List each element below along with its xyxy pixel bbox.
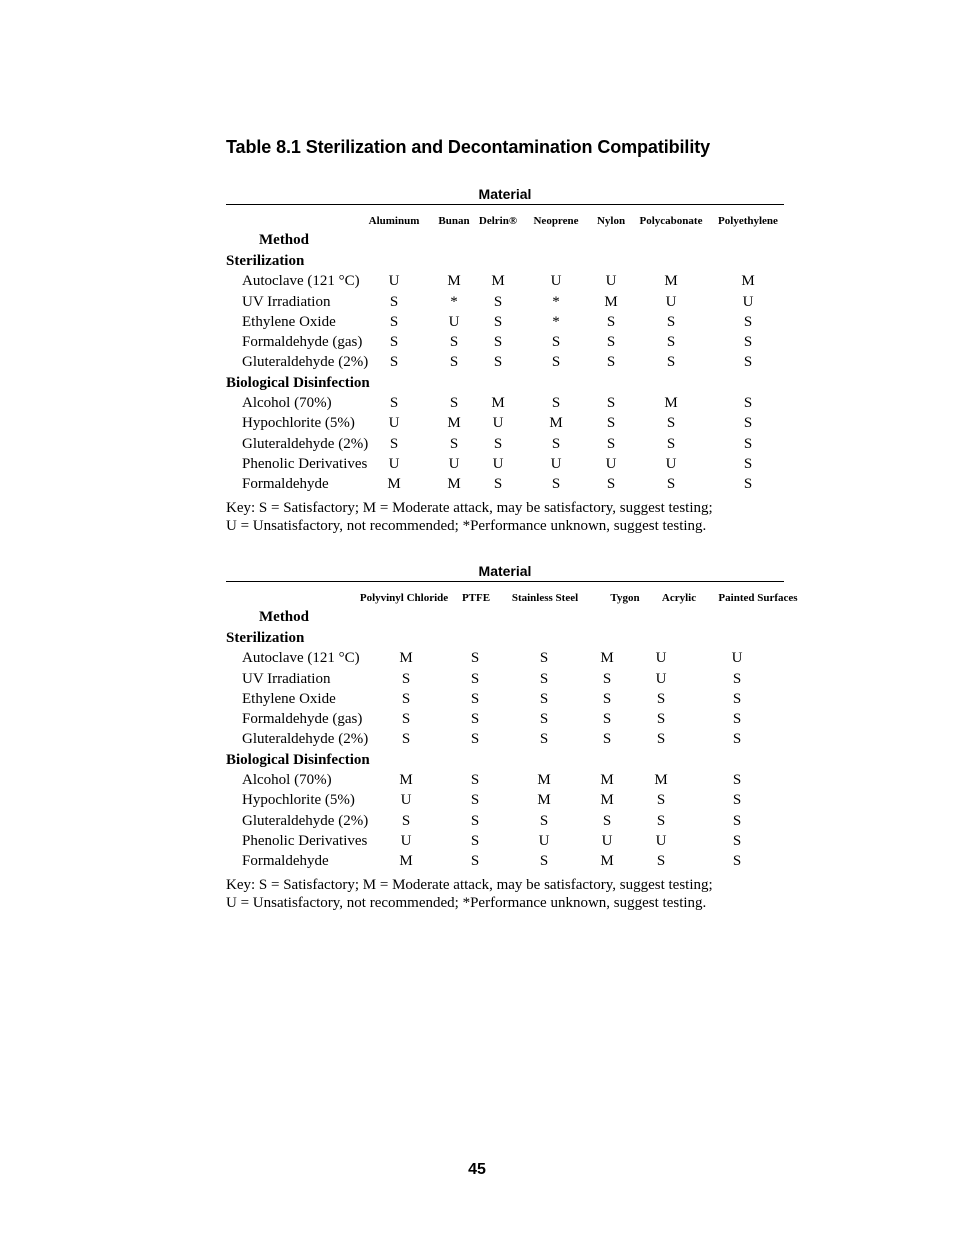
- rating-cell: S: [539, 690, 549, 707]
- rating-cell: S: [389, 334, 399, 351]
- table-row: [0, 413, 954, 433]
- rating-cell: U: [538, 832, 550, 849]
- method-label: Formaldehyde: [242, 853, 329, 870]
- table-row: [0, 271, 954, 291]
- table-row: [0, 729, 954, 749]
- rating-cell: S: [743, 455, 753, 472]
- column-header-polyvinyl-chloride: Polyvinyl Chloride: [359, 592, 449, 604]
- header-rule: [226, 581, 784, 582]
- table-row: [0, 851, 954, 871]
- rating-cell: S: [656, 731, 666, 748]
- column-header-nylon: Nylon: [596, 215, 626, 227]
- rating-cell: M: [491, 395, 505, 412]
- rating-cell: S: [551, 476, 561, 493]
- rating-cell: S: [743, 415, 753, 432]
- rating-cell: S: [389, 293, 399, 310]
- column-header-neoprene: Neoprene: [533, 215, 579, 227]
- rating-cell: S: [743, 395, 753, 412]
- table-row: [0, 434, 954, 454]
- rating-cell: S: [470, 812, 480, 829]
- rating-cell: S: [551, 354, 561, 371]
- rating-cell: M: [447, 415, 461, 432]
- section-label: Biological Disinfection: [226, 374, 370, 391]
- rating-cell: U: [550, 273, 562, 290]
- table-row: [0, 393, 954, 413]
- table-row: [0, 352, 954, 372]
- material-header: Material: [478, 563, 532, 579]
- rating-cell: S: [493, 334, 503, 351]
- table-row: [0, 831, 954, 851]
- rating-cell: S: [551, 395, 561, 412]
- rating-cell: S: [551, 435, 561, 452]
- rating-cell: M: [600, 853, 614, 870]
- rating-cell: S: [470, 792, 480, 809]
- rating-cell: S: [551, 334, 561, 351]
- method-label: Gluteraldehyde (2%): [242, 731, 369, 748]
- rating-cell: S: [539, 812, 549, 829]
- rating-cell: U: [605, 455, 617, 472]
- rating-cell: S: [493, 313, 503, 330]
- rating-cell: S: [401, 711, 411, 728]
- method-header: Method: [259, 609, 309, 625]
- rating-cell: S: [606, 334, 616, 351]
- method-label: Alcohol (70%): [242, 395, 332, 412]
- material-header: Material: [478, 186, 532, 202]
- rating-cell: S: [732, 792, 742, 809]
- rating-cell: S: [732, 711, 742, 728]
- rating-cell: S: [656, 812, 666, 829]
- column-header-painted-surfaces: Painted Surfaces: [718, 592, 798, 604]
- rating-cell: M: [537, 792, 551, 809]
- rating-cell: S: [449, 334, 459, 351]
- rating-cell: S: [401, 690, 411, 707]
- rating-cell: U: [601, 832, 613, 849]
- section-label: Sterilization: [226, 630, 305, 646]
- rating-cell: S: [656, 792, 666, 809]
- legend-key-line-2: U = Unsatisfactory, not recommended; *Performance unknown, suggest testing.: [226, 894, 707, 911]
- method-label: Formaldehyde: [242, 476, 329, 493]
- rating-cell: S: [470, 853, 480, 870]
- rating-cell: S: [539, 670, 549, 687]
- rating-cell: S: [602, 731, 612, 748]
- legend-key: [226, 500, 713, 535]
- rating-cell: S: [602, 670, 612, 687]
- column-header-bunan: Bunan: [438, 215, 470, 227]
- rating-cell: S: [606, 395, 616, 412]
- section-row: [0, 373, 954, 393]
- rating-cell: S: [389, 395, 399, 412]
- rating-cell: S: [470, 772, 480, 789]
- rating-cell: M: [604, 293, 618, 310]
- column-header-polycabonate: Polycabonate: [639, 215, 703, 227]
- rating-cell: U: [665, 293, 677, 310]
- method-label: Gluteraldehyde (2%): [242, 812, 369, 829]
- rating-cell: S: [606, 415, 616, 432]
- rating-cell: M: [399, 772, 413, 789]
- column-header-tygon: Tygon: [610, 592, 640, 604]
- legend-key-line-1: Key: S = Satisfactory; M = Moderate attack, may be satisfactory, suggest testing;: [226, 877, 713, 893]
- rating-cell: S: [666, 334, 676, 351]
- rating-cell: U: [655, 670, 667, 687]
- column-header-aluminum: Aluminum: [368, 215, 420, 227]
- rating-cell: M: [399, 650, 413, 667]
- rating-cell: *: [552, 313, 560, 330]
- table-row: [0, 648, 954, 668]
- rating-cell: M: [600, 650, 614, 667]
- method-label: Hypochlorite (5%): [242, 792, 355, 809]
- rating-cell: M: [491, 273, 505, 290]
- rating-cell: U: [665, 455, 677, 472]
- rating-cell: U: [388, 415, 400, 432]
- section-label: Sterilization: [226, 253, 305, 269]
- rating-cell: S: [389, 313, 399, 330]
- table-row: [0, 811, 954, 831]
- table-body: [0, 628, 954, 872]
- rating-cell: U: [742, 293, 754, 310]
- rating-cell: S: [602, 812, 612, 829]
- method-label: UV Irradiation: [242, 293, 331, 310]
- rating-cell: S: [389, 354, 399, 371]
- rating-cell: U: [492, 415, 504, 432]
- rating-cell: S: [539, 650, 549, 667]
- rating-cell: S: [732, 832, 742, 849]
- rating-cell: U: [448, 455, 460, 472]
- rating-cell: S: [732, 812, 742, 829]
- rating-cell: S: [401, 670, 411, 687]
- method-label: Phenolic Derivatives: [242, 455, 368, 472]
- method-label: Autoclave (121 °C): [242, 273, 360, 290]
- section-row: [0, 251, 954, 271]
- rating-cell: S: [656, 853, 666, 870]
- rating-cell: M: [664, 273, 678, 290]
- column-header-polyethylene: Polyethylene: [718, 215, 778, 227]
- page-number: 45: [468, 1161, 486, 1178]
- rating-cell: S: [743, 476, 753, 493]
- rating-cell: S: [732, 731, 742, 748]
- method-label: Phenolic Derivatives: [242, 832, 368, 849]
- rating-cell: S: [401, 812, 411, 829]
- table-row: [0, 292, 954, 312]
- method-label: Autoclave (121 °C): [242, 650, 360, 667]
- method-label: UV Irradiation: [242, 670, 331, 687]
- rating-cell: S: [743, 354, 753, 371]
- rating-cell: S: [401, 731, 411, 748]
- rating-cell: M: [741, 273, 755, 290]
- rating-cell: S: [493, 293, 503, 310]
- column-header-acrylic: Acrylic: [661, 592, 697, 604]
- rating-cell: S: [539, 853, 549, 870]
- rating-cell: S: [606, 313, 616, 330]
- rating-cell: M: [447, 476, 461, 493]
- method-label: Ethylene Oxide: [242, 690, 336, 707]
- rating-cell: S: [539, 711, 549, 728]
- rating-cell: U: [388, 455, 400, 472]
- rating-cell: S: [732, 853, 742, 870]
- rating-cell: S: [449, 395, 459, 412]
- column-header-stainless-steel: Stainless Steel: [511, 592, 579, 604]
- table-row: [0, 454, 954, 474]
- rating-cell: S: [732, 772, 742, 789]
- section-label: Biological Disinfection: [226, 751, 370, 768]
- rating-cell: S: [470, 832, 480, 849]
- rating-cell: S: [606, 354, 616, 371]
- section-row: [0, 628, 954, 648]
- rating-cell: S: [666, 435, 676, 452]
- rating-cell: S: [656, 690, 666, 707]
- column-header-delrin: Delrin®: [478, 215, 518, 227]
- rating-cell: U: [731, 650, 743, 667]
- rating-cell: S: [493, 476, 503, 493]
- rating-cell: S: [470, 670, 480, 687]
- method-label: Alcohol (70%): [242, 772, 332, 789]
- rating-cell: S: [656, 711, 666, 728]
- method-label: Ethylene Oxide: [242, 313, 336, 330]
- legend-key-line-2: U = Unsatisfactory, not recommended; *Performance unknown, suggest testing.: [226, 517, 707, 534]
- rating-cell: S: [666, 476, 676, 493]
- method-label: Hypochlorite (5%): [242, 415, 355, 432]
- rating-cell: S: [493, 435, 503, 452]
- rating-cell: U: [655, 832, 667, 849]
- page-title: Table 8.1 Sterilization and Decontamination Compatibility: [226, 137, 711, 157]
- section-row: [0, 750, 954, 770]
- method-label: Gluteraldehyde (2%): [242, 435, 369, 452]
- table-row: [0, 332, 954, 352]
- table-row: [0, 312, 954, 332]
- table-body: [0, 251, 954, 495]
- legend-key-line-1: Key: S = Satisfactory; M = Moderate attack, may be satisfactory, suggest testing;: [226, 500, 713, 516]
- rating-cell: M: [537, 772, 551, 789]
- rating-cell: M: [549, 415, 563, 432]
- rating-cell: U: [605, 273, 617, 290]
- legend-key: [226, 877, 713, 912]
- rating-cell: S: [449, 354, 459, 371]
- table-row: [0, 709, 954, 729]
- rating-cell: U: [550, 455, 562, 472]
- rating-cell: S: [470, 690, 480, 707]
- rating-cell: S: [449, 435, 459, 452]
- rating-cell: S: [743, 313, 753, 330]
- method-label: Gluteraldehyde (2%): [242, 354, 369, 371]
- rating-cell: S: [743, 334, 753, 351]
- rating-cell: U: [400, 792, 412, 809]
- rating-cell: S: [470, 711, 480, 728]
- method-header: Method: [259, 232, 309, 248]
- rating-cell: M: [399, 853, 413, 870]
- rating-cell: *: [552, 293, 560, 310]
- table-row: [0, 474, 954, 494]
- rating-cell: U: [388, 273, 400, 290]
- method-label: Formaldehyde (gas): [242, 334, 363, 351]
- rating-cell: S: [602, 690, 612, 707]
- rating-cell: S: [666, 354, 676, 371]
- rating-cell: U: [655, 650, 667, 667]
- rating-cell: M: [664, 395, 678, 412]
- table-row: [0, 689, 954, 709]
- table-row: [0, 669, 954, 689]
- rating-cell: S: [470, 731, 480, 748]
- rating-cell: U: [400, 832, 412, 849]
- rating-cell: S: [602, 711, 612, 728]
- rating-cell: M: [387, 476, 401, 493]
- rating-cell: S: [389, 435, 399, 452]
- rating-cell: U: [448, 313, 460, 330]
- rating-cell: S: [743, 435, 753, 452]
- rating-cell: S: [732, 690, 742, 707]
- rating-cell: M: [654, 772, 668, 789]
- rating-cell: S: [606, 476, 616, 493]
- table-row: [0, 790, 954, 810]
- rating-cell: S: [732, 670, 742, 687]
- rating-cell: M: [600, 772, 614, 789]
- rating-cell: M: [600, 792, 614, 809]
- table-row: [0, 770, 954, 790]
- rating-cell: S: [666, 313, 676, 330]
- rating-cell: S: [493, 354, 503, 371]
- rating-cell: S: [539, 731, 549, 748]
- header-rule: [226, 204, 784, 205]
- rating-cell: M: [447, 273, 461, 290]
- rating-cell: S: [470, 650, 480, 667]
- method-label: Formaldehyde (gas): [242, 711, 363, 728]
- rating-cell: S: [606, 435, 616, 452]
- rating-cell: *: [450, 293, 458, 310]
- rating-cell: S: [666, 415, 676, 432]
- column-header-ptfe: PTFE: [461, 592, 491, 604]
- rating-cell: U: [492, 455, 504, 472]
